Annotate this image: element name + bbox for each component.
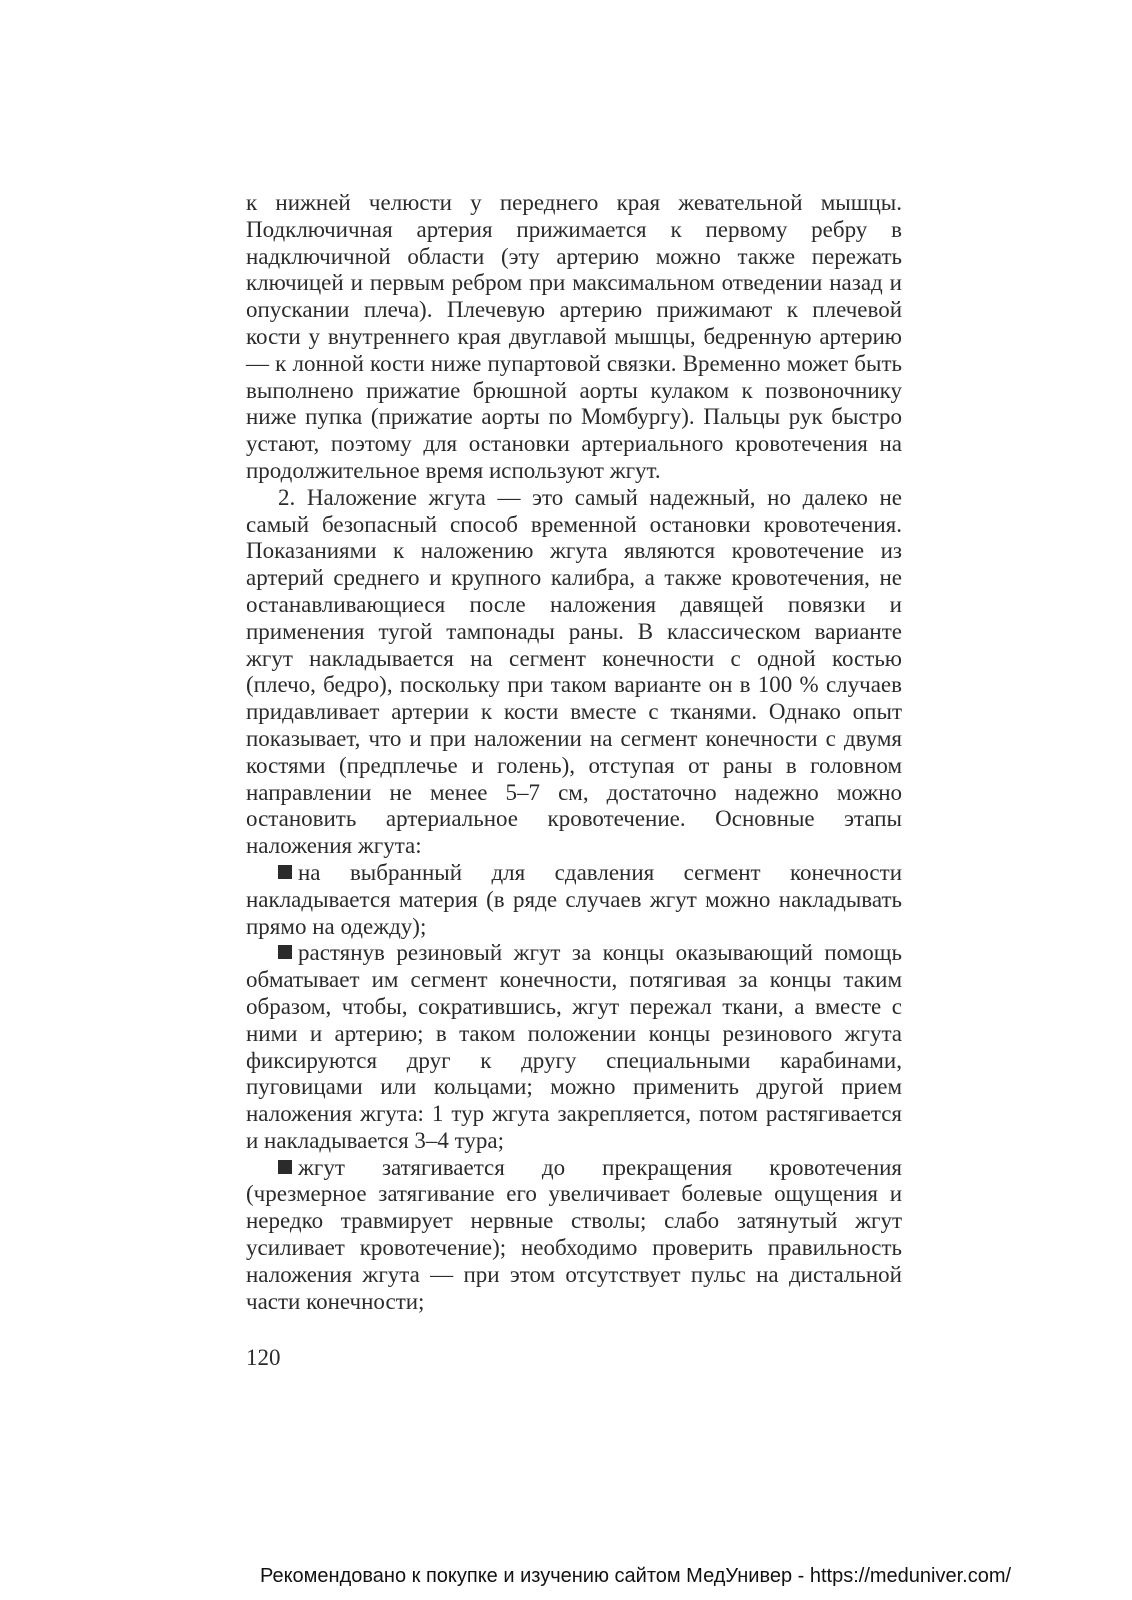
square-bullet-icon — [278, 865, 292, 879]
bullet-item-3-text: жгут затягивается до прекращения кровотечения (чрезмерное затягивание его увеличивает болевые ощущения и нередко травмирует нервные стволы; слабо затянутый жгут усиливает кровотечение); необходимо проверить правильность наложения жгута — при этом отсутствует пульс на дистальной части конечности; — [246, 1154, 902, 1314]
paragraph-continuation: к нижней челюсти у переднего края жевательной мышцы. Подключичная артерия прижимается к первому ребру в надключичной области (эту артерию можно также пережать ключицей и первым ребром при максимальном отведении назад и опускании плеча). Плечевую артерию прижимают к плечевой кости у внутреннего края двуглавой мышцы, бедренную артерию — к лонной кости ниже пупартовой связки. Временно может быть выполнено прижатие брюшной аорты кулаком к позвоночнику ниже пупка (прижатие аорты по Момбургу). Пальцы рук быстро устают, поэтому для остановки артериального кровотечения на продолжительное время используют жгут. — [246, 190, 902, 483]
bullet-item-2 — [246, 940, 902, 1154]
bullet-item-1-text: на выбранный для сдавления сегмент конечности накладывается материя (в ряде случаев жгут можно накладывать прямо на одежду); — [246, 859, 902, 939]
bullet-item-3 — [246, 1155, 902, 1316]
bullet-item-1 — [246, 860, 902, 940]
bullet-item-2-text: растянув резиновый жгут за концы оказывающий помощь обматывает им сегмент конечности, потягивая за концы таким образом, чтобы, сократившись, жгут пережал ткани, а вместе с ними и артерию; в таком положении концы резинового жгута фиксируются друг к другу специальными карабинами, пуговицами или кольцами; можно применить другой прием наложения жгута: 1 тур жгута закрепляется, потом растягивается и накладывается 3–4 тура; — [246, 940, 902, 1153]
paragraph-tourniquet: 2. Наложение жгута — это самый надежный, но далеко не самый безопасный способ временной остановки кровотечения. Показаниями к наложению жгута являются кровотечение из артерий среднего и крупного калибра, а также кровотечения, не останавливающиеся после наложения давящей повязки и применения тугой тампонады раны. В классическом варианте жгут накладывается на сегмент конечности с одной костью (плечо, бедро), поскольку при таком варианте он в 100 % случаев придавливает артерии к кости вместе с тканями. Однако опыт показывает, что и при наложении на сегмент конечности с двумя костями (предплечье и голень), отступая от раны в головном направлении не менее 5–7 см, достаточно надежно можно остановить артериальное кровотечение. Основные этапы наложения жгута: — [246, 484, 902, 859]
footer-recommendation: Рекомендовано к покупке и изучению сайтом МедУнивер - https://meduniver.com/ — [260, 1565, 1012, 1587]
page-number: 120 — [246, 1345, 281, 1370]
page-body — [246, 190, 902, 1315]
square-bullet-icon — [278, 1160, 292, 1174]
square-bullet-icon — [278, 945, 292, 959]
